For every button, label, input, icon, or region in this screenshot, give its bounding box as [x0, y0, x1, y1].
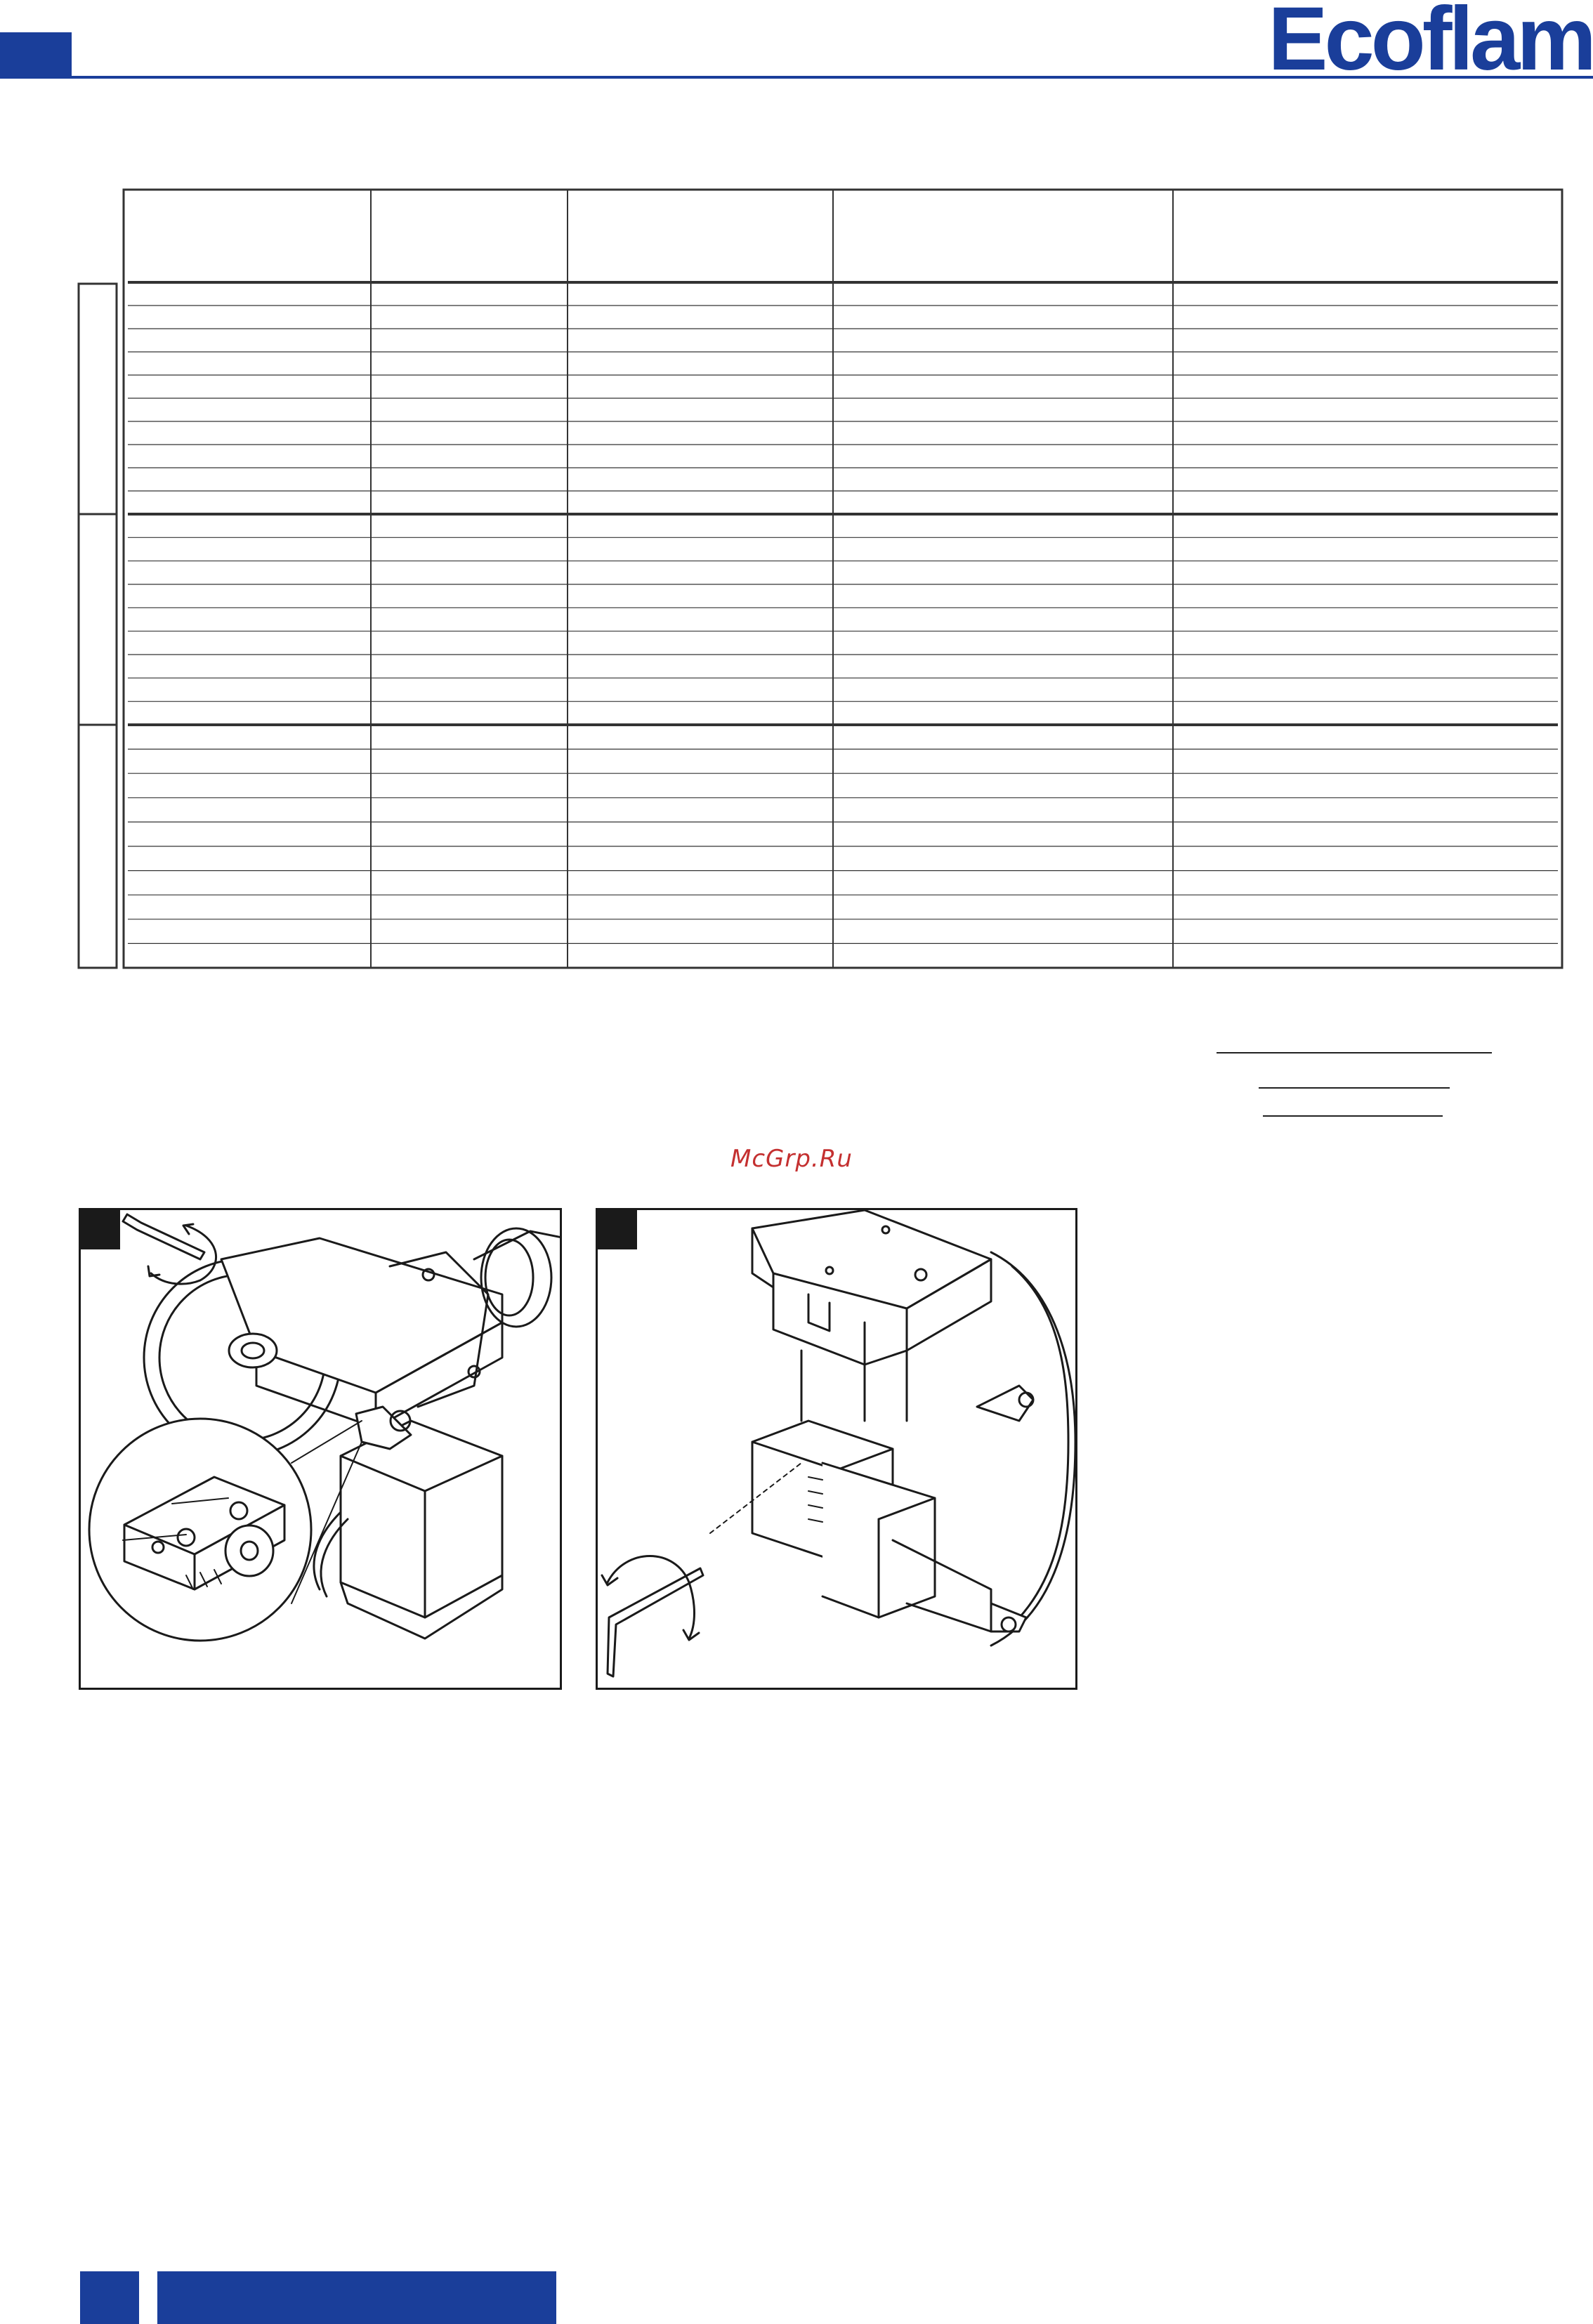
figure-2-drawing: [598, 1210, 1075, 1688]
rotate-arrow-icon: [608, 1556, 689, 1583]
figure-1-number: [81, 1210, 120, 1249]
blank-line-1: [1217, 1052, 1492, 1053]
data-table: [77, 188, 1563, 969]
blank-line-3: [1263, 1115, 1443, 1117]
figure-1: [79, 1208, 562, 1690]
footer-page-square: [80, 2271, 139, 2324]
watermark: McGrp.Ru: [730, 1145, 853, 1173]
hex-key-icon: [123, 1214, 204, 1259]
footer-bar: [157, 2271, 556, 2324]
figure-1-drawing: [81, 1210, 560, 1688]
figure-2: [596, 1208, 1077, 1690]
header-tab: [0, 32, 72, 77]
ecoflam-logo: Ecoflam: [1268, 0, 1593, 89]
blank-line-2: [1259, 1087, 1450, 1089]
figure-2-number: [598, 1210, 637, 1249]
